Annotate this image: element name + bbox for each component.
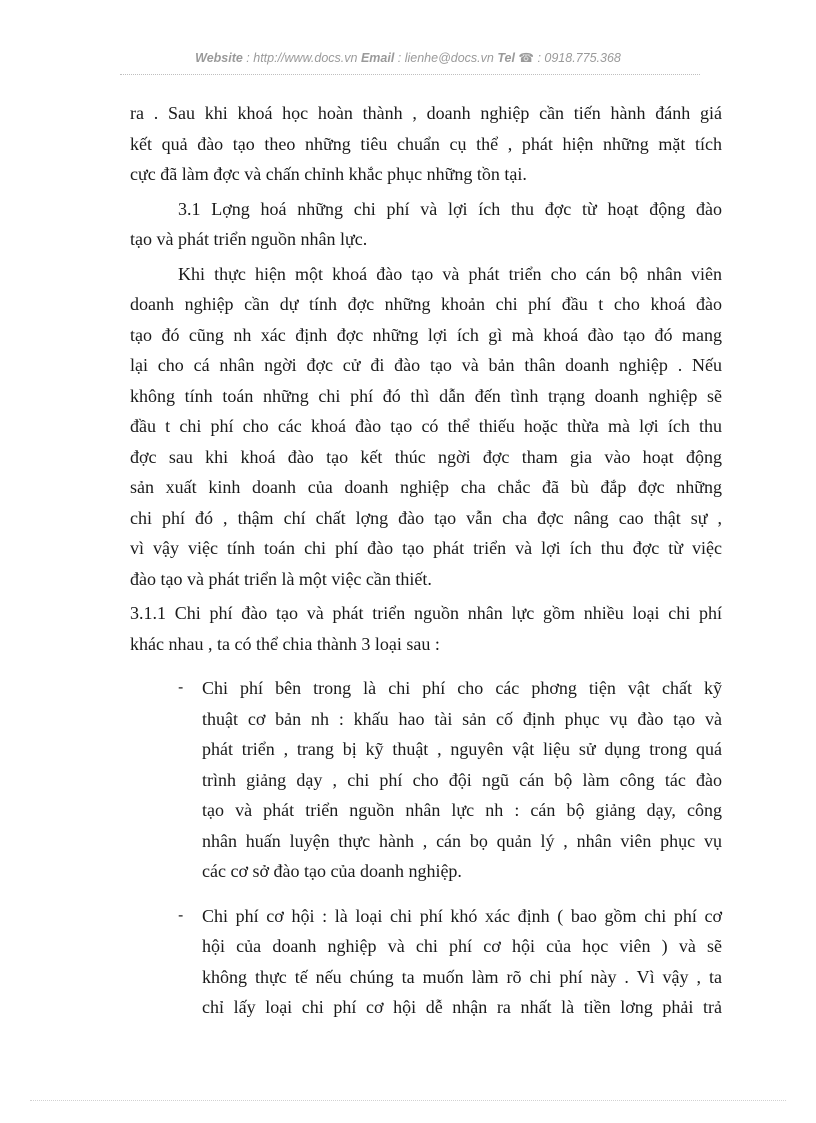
text-line: thuật cơ bản nh : khấu hao tài sản cố định phục vụ đào tạo và: [202, 708, 722, 729]
text-line: khác nhau , ta có thể chia thành 3 loại sau :: [130, 633, 440, 654]
text-line: đầu t chi phí cho các khoá đào tạo có thể thiếu hoặc thừa mà lợi ích thu: [130, 416, 722, 436]
text-line: Chi phí cơ hội : là loại chi phí khó xác định ( bao gồm chi phí cơ: [202, 905, 722, 926]
tel-label: Tel ☎: [497, 51, 534, 65]
text-line: đợc sau khi khoá đào tạo kết thúc ngời đợc tham gia vào hoạt động: [130, 446, 722, 467]
header-divider: [120, 74, 700, 75]
text-line: 3.1.1 Chi phí đào tạo và phát triển nguồn nhân lực gồm nhiều loại chi phí: [130, 603, 722, 623]
bullet-item-internal-cost: [130, 673, 722, 887]
section-heading-3-1: [130, 194, 722, 255]
email-label: Email: [360, 51, 395, 65]
text-line: doanh nghiệp cần dự tính đợc những khoản chi phí đầu t cho khoá đào: [130, 294, 722, 314]
bullet-dash-icon: -: [178, 906, 184, 924]
email-value: : lienhe@docs.vn: [394, 51, 498, 65]
text-line: kết quả đào tạo theo những tiêu chuẩn cụ thể , phát hiện những mặt tích: [130, 133, 722, 154]
text-line: lại cho cá nhân ngời đợc cử đi đào tạo và bản thân doanh nghiệp . Nếu: [130, 355, 722, 375]
text-line: chỉ lấy loại chi phí cơ hội dễ nhận ra nhất là tiền lơng phải trả: [202, 997, 722, 1017]
tel-value: : 0918.775.368: [533, 51, 621, 65]
text-line: 3.1 Lợng hoá những chi phí và lợi ích thu đợc từ hoạt động đào: [178, 198, 722, 219]
text-line: ra . Sau khi khoá học hoàn thành , doanh nghiệp cần tiến hành đánh giá: [130, 103, 722, 123]
website-value: : http://www.docs.vn: [242, 51, 361, 65]
text-line: các cơ sở đào tạo của doanh nghiệp.: [202, 861, 462, 881]
bullet-item-opportunity-cost: [130, 901, 722, 1023]
text-line: không tính toán những chi phí đó thì dẫn đến tình trạng doanh nghiệp sẽ: [130, 385, 722, 406]
text-line: vì vậy việc tính toán chi phí đào tạo phát triển và lợi ích thu đợc từ việc: [130, 538, 722, 558]
text-line: tạo đó cũng nh xác định đợc những lợi ích gì mà khoá đào tạo đó mang: [130, 324, 722, 345]
text-line: đào tạo và phát triển là một việc cần thiết.: [130, 568, 432, 589]
document-body: [130, 98, 722, 1035]
text-line: không thực tế nếu chúng ta muốn làm rõ chi phí này . Vì vậy , ta: [202, 966, 722, 987]
text-line: cực đã làm đợc và chấn chỉnh khắc phục những tồn tại.: [130, 164, 527, 184]
footer-divider: [30, 1100, 786, 1101]
text-line: Khi thực hiện một khoá đào tạo và phát triển cho cán bộ nhân viên: [178, 263, 722, 284]
text-line: chi phí đó , thậm chí chất lợng đào tạo vẫn cha đợc nâng cao thật sự ,: [130, 507, 722, 528]
text-line: nhân huấn luyện thực hành , cán bọ quản lý , nhân viên phục vụ: [202, 830, 722, 851]
text-line: phát triển , trang bị kỹ thuật , nguyên vật liệu sử dụng trong quá: [202, 739, 722, 759]
text-line: Chi phí bên trong là chi phí cho các phơng tiện vật chất kỹ: [202, 678, 722, 698]
text-line: sản xuất kinh doanh của doanh nghiệp cha chắc đã bù đắp đợc những: [130, 477, 722, 497]
text-line: tạo và phát triển nguồn nhân lực.: [130, 229, 368, 249]
website-label: Website: [195, 51, 243, 65]
text-line: tạo và phát triển nguồn nhân lực nh : cán bộ giảng dạy, công: [202, 800, 722, 820]
bullet-dash-icon: -: [178, 679, 184, 696]
section-heading-3-1-1: [130, 598, 722, 659]
text-line: trình giảng dạy , chi phí cho đội ngũ cán bộ làm công tác đào: [202, 769, 722, 790]
page-header: [0, 50, 816, 65]
text-line: hội của doanh nghiệp và chi phí cơ hội của học viên ) và sẽ: [202, 936, 722, 956]
paragraph-cost-benefit: [130, 259, 722, 595]
paragraph-conclusion: [130, 98, 722, 190]
